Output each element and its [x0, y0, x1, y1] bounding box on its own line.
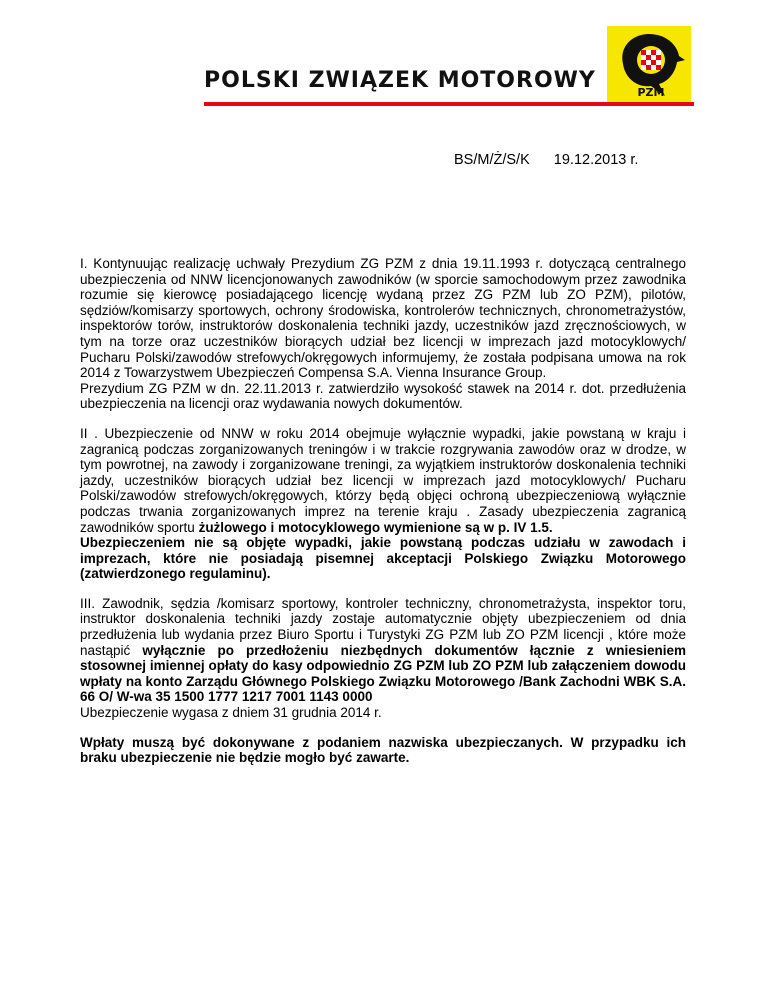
section-1-rates-note: Prezydium ZG PZM w dn. 22.11.2013 r. zatwierdziło wysokość stawek na 2014 r. dot. przedłużenia ubezpieczenia na licencji oraz wydawania nowych dokumentów.	[80, 380, 686, 412]
reference-date: 19.12.2013 r.	[553, 152, 639, 168]
pzm-logo	[607, 26, 691, 104]
section-1-paragraph: I. Kontynuując realizację uchwały Prezydium ZG PZM z dnia 19.11.1993 r. dotyczącą centralnego ubezpieczenia od NNW licencjonowanych zawodników (w sporcie samochodowym przez zawodnika rozumie się kierowcę posiadającego licencję wydaną przez ZG PZM lub ZO PZM), pilotów, sędziów/komisarzy sportowych, ochrony środowiska, kontrolerów technicznych, chronometrażystów, inspektorów torów, instruktorów doskonalenia techniki jazdy, uczestników jazd zręcznościowych, w tym na torze oraz uczestników biorących udział bez licencji w imprezach jazd motocyklowych/ Pucharu Polski/zawodów strefowych/okręgowych informujemy, że została podpisana umowa na rok 2014 z Towarzystwem Ubezpieczeń Compensa S.A. Vienna Insurance Group.	[80, 256, 686, 381]
section-3-expiry: Ubezpieczenie wygasa z dniem 31 grudnia 2014 r.	[80, 705, 382, 721]
payment-note-bold: Wpłaty muszą być dokonywane z podaniem nazwiska ubezpieczanych. W przypadku ich braku ubezpieczenie nie będzie mogło być zawarte.	[80, 734, 686, 766]
section-3-bold: wyłącznie po przedłożeniu niezbędnych dokumentów łącznie z wniesieniem stosownej imiennej opłaty do kasy odpowiednio ZG PZM lub ZO PZM lub załączeniem dowodu wpłaty na konto Zarządu Głównego Polskiego Związku Motorowego /Bank Zachodni WBK S.A. 66 O/ W-wa 35 1500 1777 1217 7001 1143 0000	[80, 642, 686, 705]
section-2-text: II . Ubezpieczenie od NNW w roku 2014 obejmuje wyłącznie wypadki, jakie powstaną w kraju i zagranicą podczas zorganizowanych treningów i w trakcie rozgrywania zawodów oraz w drodze, w tym powrotnej, na zawody i zorganizowane treningi, za wyjątkiem instruktorów doskonalenia techniki jazdy, uczestników biorących udział bez licencji w imprezach jazd motocyklowych/ Pucharu Polski/zawodów strefowych/okręgowych, którzy będą objęci ochroną ubezpieczeniową wyłącznie podczas trwania zorganizowanych imprez na terenie kraju . Zasady ubezpieczenia zagranicą zawodników sportu	[80, 425, 686, 535]
section-2-bold: żużlowego i motocyklowego wymienione są w p. IV 1.5.	[198, 519, 553, 535]
payment-note	[80, 735, 686, 766]
section-3-text: III. Zawodnik, sędzia /komisarz sportowy, kontroler techniczny, chronometrażysta, inspektor toru, instruktor doskonalenia techniki jazdy zostaje automatycznie objęty ubezpieczeniem od dnia przedłużenia lub wydania przez Biuro Sportu i Turystyki ZG PZM lub ZO PZM licencji , które może nastąpić	[80, 595, 686, 658]
organization-name: POLSKI ZWIĄZEK MOTOROWY	[204, 68, 596, 93]
document-body	[80, 256, 686, 780]
header-divider	[204, 102, 694, 106]
logo-text: PZM	[637, 86, 665, 99]
section-3	[80, 596, 686, 721]
section-2	[80, 426, 686, 582]
reference-line	[454, 152, 638, 168]
reference-code: BS/M/Ż/S/K	[454, 152, 530, 168]
section-2-exclusion: Ubezpieczeniem nie są objęte wypadki, jakie powstaną podczas udziału w zawodach i imprezach, które nie posiadają pisemnej akceptacji Polskiego Związku Motorowego (zatwierdzonego regulaminu).	[80, 535, 686, 582]
